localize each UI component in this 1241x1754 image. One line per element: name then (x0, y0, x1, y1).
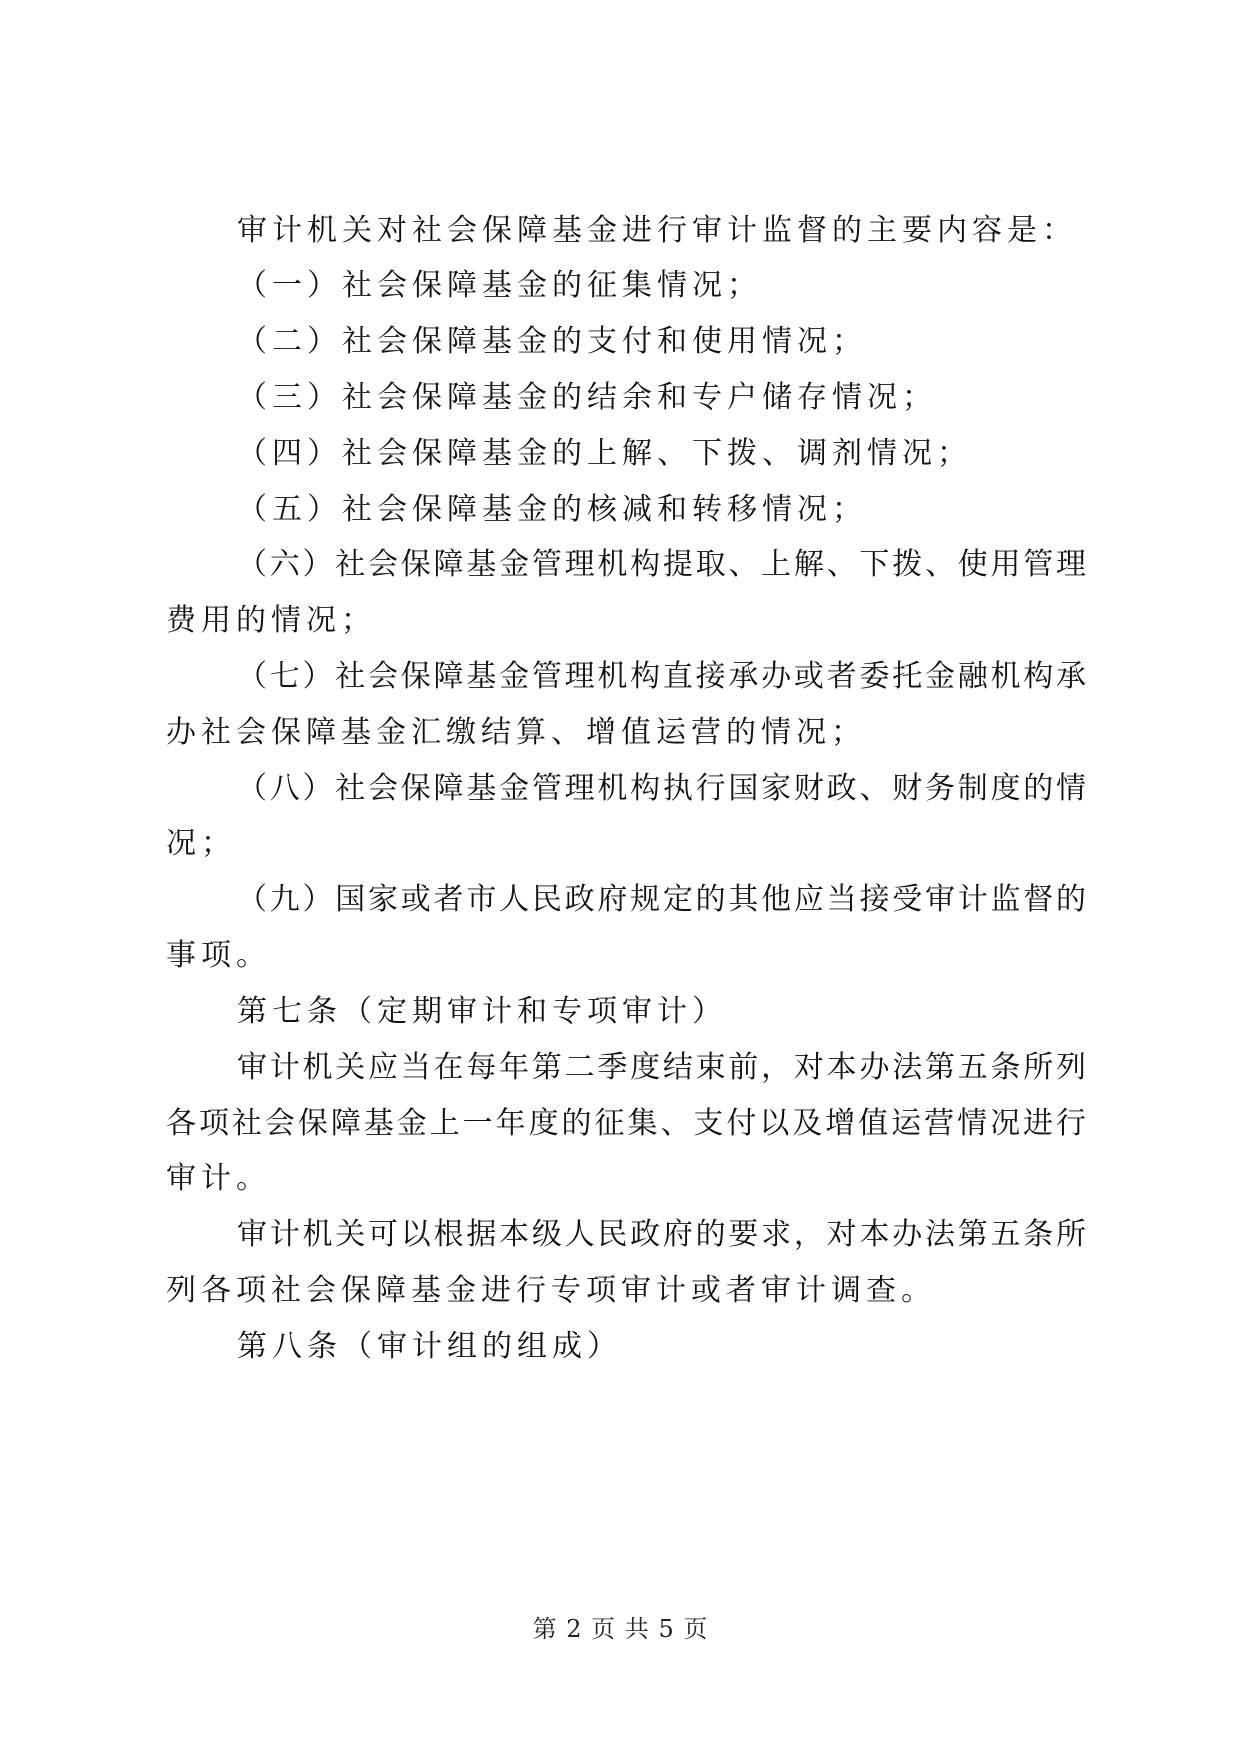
article-7-paragraph-1-line-3: 审计。 (166, 1161, 271, 1196)
article-7-heading: 第七条（定期审计和专项审计） (237, 994, 727, 1029)
list-item-6-line-2: 费用的情况； (166, 603, 376, 638)
list-item-2: （二）社会保障基金的支付和使用情况； (237, 324, 867, 359)
list-item-8-line-1: （八）社会保障基金管理机构执行国家财政、财务制度的情 (237, 771, 1086, 806)
list-item-9-line-1: （九）国家或者市人民政府规定的其他应当接受审计监督的 (237, 882, 1086, 917)
list-item-5: （五）社会保障基金的核减和转移情况； (237, 492, 867, 527)
list-item-7-line-2: 办社会保障基金汇缴结算、增值运营的情况； (166, 715, 866, 750)
list-item-6-line-1: （六）社会保障基金管理机构提取、上解、下拨、使用管理 (237, 547, 1086, 582)
article-7-paragraph-1-line-1: 审计机关应当在每年第二季度结束前，对本办法第五条所列 (237, 1050, 1086, 1085)
list-item-4: （四）社会保障基金的上解、下拨、调剂情况； (237, 436, 972, 471)
article-7-paragraph-2-line-1: 审计机关可以根据本级人民政府的要求，对本办法第五条所 (237, 1217, 1086, 1252)
page-number-footer: 第 2 页 共 5 页 (532, 1615, 709, 1643)
list-item-9-line-2: 事项。 (166, 938, 271, 973)
list-item-7-line-1: （七）社会保障基金管理机构直接承办或者委托金融机构承 (237, 659, 1086, 694)
article-7-paragraph-1-line-2: 各项社会保障基金上一年度的征集、支付以及增值运营情况进行 (166, 1106, 1086, 1141)
list-item-1: （一）社会保障基金的征集情况； (237, 268, 762, 303)
article-7-paragraph-2-line-2: 列各项社会保障基金进行专项审计或者审计调查。 (166, 1273, 936, 1308)
list-item-3: （三）社会保障基金的结余和专户储存情况； (237, 380, 937, 415)
article-8-heading: 第八条（审计组的组成） (237, 1329, 622, 1364)
list-item-8-line-2: 况； (166, 826, 236, 861)
paragraph-audit-content-intro: 审计机关对社会保障基金进行审计监督的主要内容是： (237, 213, 1077, 248)
